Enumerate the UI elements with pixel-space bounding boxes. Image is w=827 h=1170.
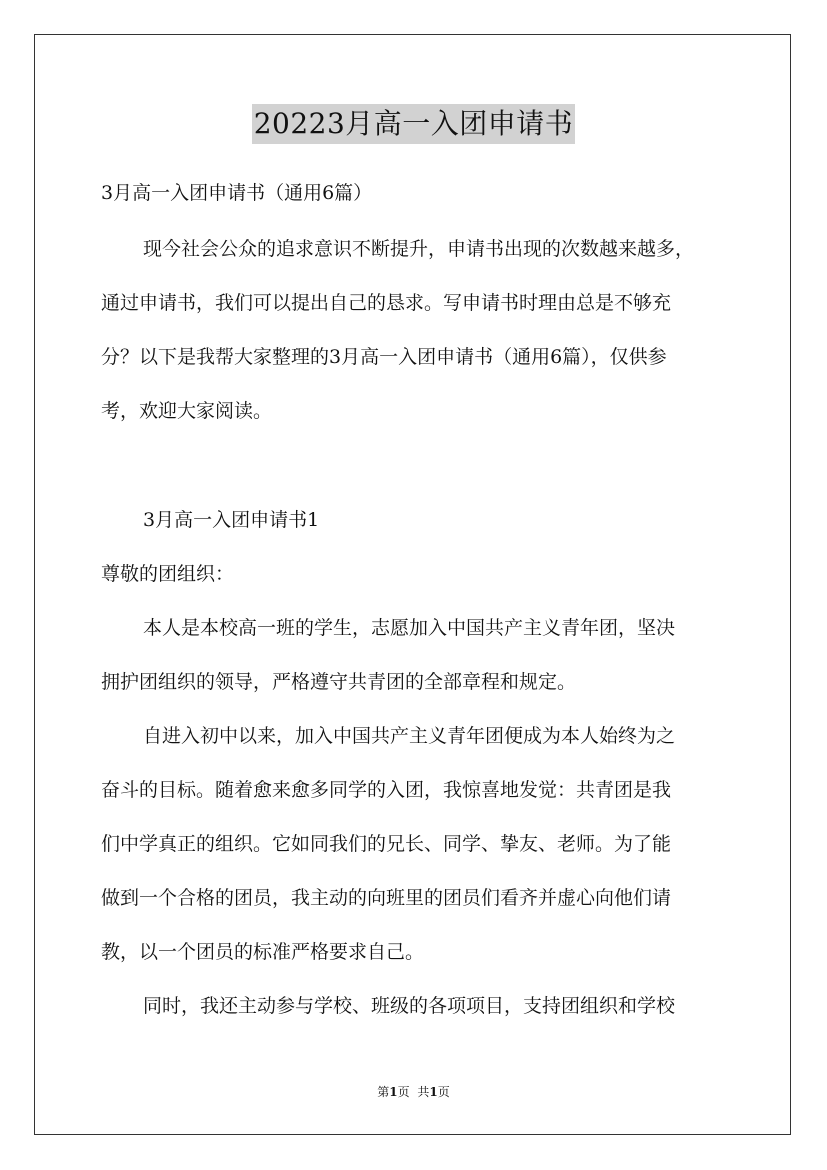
intro-line-1: 现今社会公众的追求意识不断提升，申请书出现的次数越来越多， [143,238,695,260]
footer-page-prefix: 第 [377,1085,390,1099]
footer-total-prefix: 共 [417,1085,430,1099]
title-container [0,104,827,144]
salutation: 尊敬的团组织： [101,563,235,585]
footer-total-suffix: 页 [437,1085,450,1099]
paragraph-2-line-5: 教，以一个团员的标准严格要求自己。 [101,941,425,963]
intro-line-2: 通过申请书，我们可以提出自己的恳求。写申请书时理由总是不够充 [101,292,672,314]
paragraph-1-line-1: 本人是本校高一班的学生，志愿加入中国共产主义青年团，坚决 [143,617,676,639]
section-heading: 3月高一入团申请书1 [143,509,320,531]
document-title: 20223月高一入团申请书 [252,104,576,144]
paragraph-3-line-1: 同时，我还主动参与学校、班级的各项项目，支持团组织和学校 [143,995,676,1017]
document-subtitle: 3月高一入团申请书（通用6篇） [101,182,373,204]
paragraph-1-line-2: 拥护团组织的领导，严格遵守共青团的全部章程和规定。 [101,671,577,693]
footer-total-pages: 1 [429,1085,438,1099]
intro-line-4: 考，欢迎大家阅读。 [101,400,273,422]
page-footer [0,1084,827,1100]
paragraph-2-line-4: 做到一个合格的团员，我主动的向班里的团员们看齐并虚心向他们请 [101,887,672,909]
footer-page-suffix: 页 [397,1085,410,1099]
paragraph-2-line-3: 们中学真正的组织。它如同我们的兄长、同学、挚友、老师。为了能 [101,833,672,855]
footer-page-number: 1 [389,1085,398,1099]
intro-line-3: 分？以下是我帮大家整理的3月高一入团申请书（通用6篇），仅供参 [101,346,667,368]
paragraph-2-line-1: 自进入初中以来，加入中国共产主义青年团便成为本人始终为之 [143,725,676,747]
paragraph-2-line-2: 奋斗的目标。随着愈来愈多同学的入团，我惊喜地发觉：共青团是我 [101,779,672,801]
